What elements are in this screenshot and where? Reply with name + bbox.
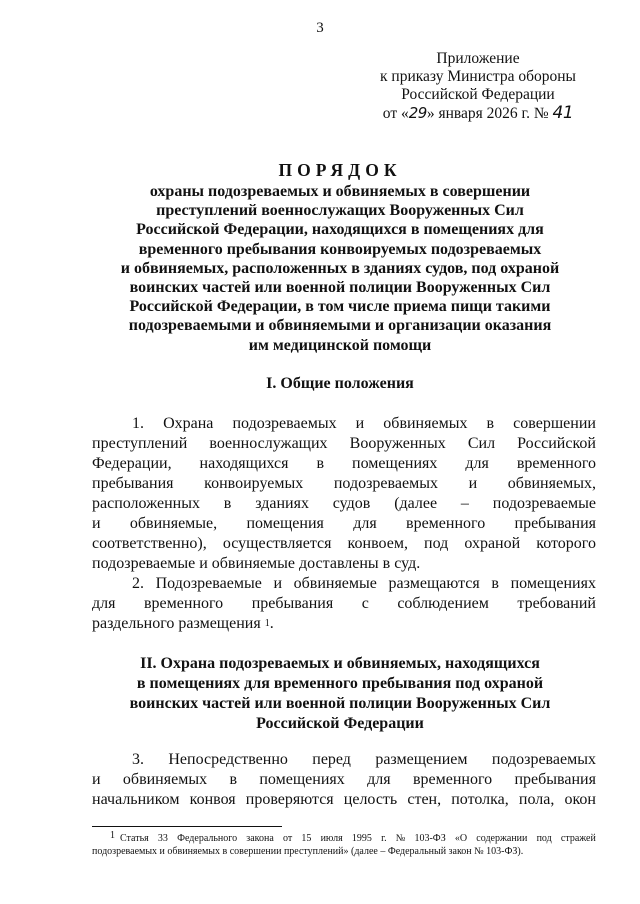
word: для <box>367 771 391 788</box>
word: совершении <box>513 415 596 432</box>
word: 1. <box>132 415 144 432</box>
para-line <box>92 594 596 614</box>
subtitle-line: воинских частей или военной полиции Вооруженных Сил <box>129 279 551 297</box>
word: Статья <box>120 833 149 844</box>
subtitle-line: охраны подозреваемых и обвиняемых в совершении <box>149 183 531 200</box>
para-line <box>92 414 596 434</box>
subtitle-line: Российской Федерации, находящихся в помещениях для <box>136 221 544 239</box>
word: соответственно), <box>92 535 207 552</box>
word: проверяются <box>245 791 334 808</box>
word: начальником <box>92 791 180 808</box>
word: подозреваемых <box>232 415 337 432</box>
word: Сил <box>467 435 496 452</box>
date-suffix: » января 2026 г. № <box>426 105 549 122</box>
word: помещениях <box>510 575 596 592</box>
para-line <box>92 434 596 454</box>
word: в <box>486 415 495 432</box>
subtitle-line: подозреваемыми и обвиняемыми и организации оказания <box>128 317 552 335</box>
date-day-handwritten: 29 <box>408 104 427 122</box>
word: (далее <box>394 495 438 512</box>
word: в <box>229 771 237 788</box>
subtitle-line: Российской Федерации, в том числе приема пищи такими <box>129 298 551 316</box>
word: помещениях <box>352 455 438 472</box>
section-2-heading-line: воинских частей или военной полиции Вооруженных Сил <box>129 695 551 712</box>
word: помещениях <box>259 771 345 788</box>
word: зданиях <box>255 495 309 512</box>
word: требований <box>517 595 596 612</box>
word: пребывания <box>92 475 174 492</box>
word: Непосредственно <box>168 751 288 768</box>
word: окон <box>564 791 596 808</box>
word: обвиняемых <box>122 771 208 788</box>
word: Подозреваемые <box>155 575 262 592</box>
word: временного <box>406 515 486 532</box>
word: Охрана <box>163 415 214 432</box>
word: Федерального <box>177 833 238 844</box>
appendix-country: Российской Федерации <box>401 86 555 103</box>
para-text: раздельного размещения <box>92 615 261 632</box>
word: и <box>92 771 101 788</box>
paragraph-3 <box>92 750 596 810</box>
word: г. <box>381 833 387 844</box>
para-line: подозреваемые и обвиняемые доставлены в суд. <box>92 555 421 572</box>
word: 1995 <box>351 833 372 844</box>
word: под <box>536 833 552 844</box>
word: которого <box>536 535 596 552</box>
paragraph-2 <box>92 574 596 634</box>
subtitle-line: преступлений военнослужащих Вооруженных Сил <box>156 202 524 220</box>
word: подозреваемые <box>492 495 596 512</box>
para-line <box>92 534 596 554</box>
word: подозреваемых <box>333 475 438 492</box>
word: временного <box>516 455 596 472</box>
word: стражей <box>560 833 596 844</box>
appendix-block <box>358 50 598 123</box>
word: пола, <box>518 791 555 808</box>
footnote-text <box>120 832 596 845</box>
para-line-with-footnote <box>92 614 596 634</box>
word: под <box>424 535 449 552</box>
word: и <box>273 575 282 592</box>
word: содержании <box>476 833 528 844</box>
word: в <box>491 575 499 592</box>
word: 33 <box>157 833 168 844</box>
para-line <box>92 574 596 594</box>
word: с <box>361 595 369 612</box>
word: охраной <box>464 535 521 552</box>
para-line <box>92 750 596 770</box>
word: подозреваемых <box>491 751 596 768</box>
word: временного <box>144 595 224 612</box>
paragraph-1 <box>92 414 596 574</box>
date-prefix: от « <box>382 105 409 122</box>
section-2-heading-line: в помещениях для временного пребывания под охраной <box>136 675 544 692</box>
word: «О <box>454 833 468 844</box>
para-end-punct: . <box>269 615 274 632</box>
word: № <box>395 833 406 844</box>
order-number-handwritten: 41 <box>552 103 574 123</box>
word: пребывания <box>251 595 334 612</box>
section-1-heading <box>80 374 600 394</box>
word: осуществляется <box>222 535 332 552</box>
word: закона <box>246 833 274 844</box>
word: в <box>223 495 232 512</box>
word: обвиняемых <box>383 415 468 432</box>
word: соблюдением <box>397 595 489 612</box>
word: от <box>282 833 293 844</box>
para-line <box>92 494 596 514</box>
appendix-label: Приложение <box>436 50 520 67</box>
appendix-date-line <box>358 104 598 123</box>
footnote-mark: 1 <box>110 830 115 841</box>
appendix-order-ref: к приказу Министра обороны <box>380 68 576 85</box>
section-2-heading-line: Российской Федерации <box>256 715 424 732</box>
word: в <box>316 455 325 472</box>
subtitle-line: им медицинской помощи <box>248 336 432 354</box>
word: 2. <box>132 575 144 592</box>
word: размещаются <box>388 575 480 592</box>
word: 103-ФЗ <box>414 833 446 844</box>
para-line <box>92 770 596 790</box>
word: 3. <box>132 751 144 768</box>
word: для <box>465 455 489 472</box>
word: перед <box>312 751 351 768</box>
word: обвиняемых, <box>507 475 596 492</box>
word: пребывания <box>514 771 596 788</box>
word: для <box>92 595 116 612</box>
word: размещением <box>375 751 468 768</box>
footnote-reference[interactable]: 1 <box>264 618 270 629</box>
word: конвоем, <box>347 535 408 552</box>
word: целость <box>343 791 398 808</box>
section-2-heading-line: II. Охрана подозреваемых и обвиняемых, находящихся <box>140 655 540 672</box>
word: конвоя <box>189 791 236 808</box>
word: обвиняемые <box>293 575 377 592</box>
word: находящихся <box>199 455 289 472</box>
word: Федерации, <box>92 455 172 472</box>
word: июля <box>320 833 343 844</box>
footnote-divider <box>92 826 282 827</box>
word: и <box>355 415 365 432</box>
word: помещения <box>246 515 324 532</box>
word: 15 <box>301 833 312 844</box>
word: расположенных <box>92 495 200 512</box>
footnote <box>92 832 596 858</box>
word: военнослужащих <box>209 435 328 452</box>
word: временного <box>412 771 493 788</box>
subtitle-line: временного пребывания конвоируемых подозреваемых <box>138 240 542 258</box>
word: и <box>468 475 478 492</box>
para-line <box>92 514 596 534</box>
document-subtitle <box>80 182 600 355</box>
word: – <box>460 495 469 512</box>
footnote-line <box>92 832 596 845</box>
page-number: 3 <box>316 20 324 36</box>
word: стен, <box>407 791 442 808</box>
section-1-heading-text: I. Общие положения <box>266 375 414 392</box>
footnote-line: подозреваемых и обвиняемых в совершении преступлений» (далее – Федеральный закон № 103-ФЗ). <box>92 846 524 857</box>
document-title: ПОРЯДОК <box>278 160 402 180</box>
word: для <box>353 515 377 532</box>
word: судов <box>332 495 371 512</box>
section-2-heading <box>80 654 600 734</box>
para-line <box>92 790 596 810</box>
subtitle-line: и обвиняемых, расположенных в зданиях судов, под охраной <box>120 259 560 277</box>
para-line <box>92 474 596 494</box>
word: Вооруженных <box>349 435 446 452</box>
word: конвоируемых <box>204 475 304 492</box>
word: и <box>92 515 101 532</box>
word: потолка, <box>451 791 509 808</box>
para-line <box>92 454 596 474</box>
word: Российской <box>517 435 596 452</box>
word: пребывания <box>514 515 596 532</box>
word: преступлений <box>92 435 188 452</box>
word: обвиняемые, <box>129 515 218 532</box>
